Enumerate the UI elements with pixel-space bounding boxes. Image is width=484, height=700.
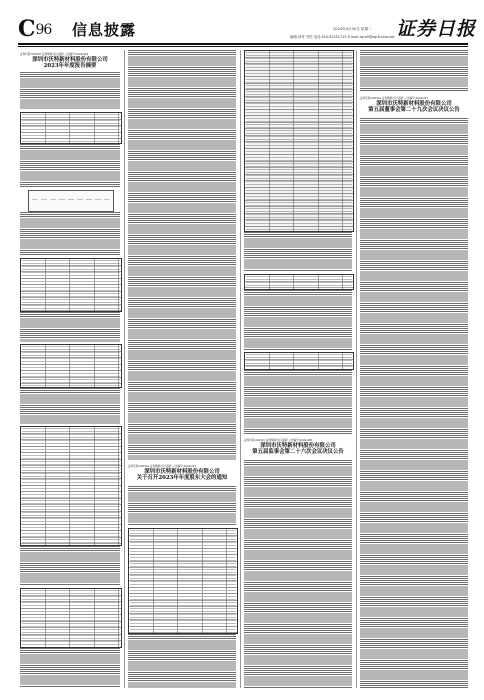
proxy-voting-table xyxy=(244,50,354,232)
article-proxy xyxy=(244,50,352,690)
article-headline xyxy=(360,96,468,113)
data-table xyxy=(20,344,122,388)
newspaper-logo: 证券日报 xyxy=(396,18,477,40)
header-rule xyxy=(18,43,468,45)
column-divider xyxy=(240,50,241,688)
article-title: 2023年年度报告摘要 xyxy=(43,63,97,69)
data-table xyxy=(20,426,122,546)
article-board-resolution xyxy=(360,50,468,690)
article-headline xyxy=(244,438,352,455)
announcement-code: 证券代码:002591 证券简称:恒大高新 公告编号:2024-035 xyxy=(128,465,197,468)
data-table xyxy=(20,588,122,648)
article-title: 第五届监事会第二十六次会议决议公告 xyxy=(252,449,344,455)
masthead xyxy=(0,0,484,44)
announcement-code: 证券代码:002591 证券简称:恒大高新 公告编号:2024-037 xyxy=(360,97,429,100)
company-name: 深圳市沃特新材料股份有限公司 xyxy=(32,57,108,63)
company-name: 深圳市沃特新材料股份有限公司 xyxy=(376,101,452,107)
body-text xyxy=(244,232,352,272)
figure-chart xyxy=(28,190,114,212)
company-name: 深圳市沃特新材料股份有限公司 xyxy=(144,469,220,475)
article-continued xyxy=(128,50,236,690)
page-number-value: 96 xyxy=(35,22,52,38)
body-text xyxy=(20,312,120,342)
data-table xyxy=(244,274,354,290)
article-title: 关于召开2023年年度股东大会的通知 xyxy=(136,475,228,481)
body-text xyxy=(244,290,352,350)
article-title: 第五届董事会第二十九次会议决议公告 xyxy=(368,107,460,113)
body-text xyxy=(360,50,468,92)
header-rule-thin xyxy=(18,46,468,47)
announcement-code: 证券代码:002591 证券简称:恒大高新 公告编号:2024-036 xyxy=(244,439,313,442)
body-text xyxy=(244,370,352,434)
body-text xyxy=(20,648,120,688)
body-text xyxy=(128,634,236,688)
body-text xyxy=(20,72,120,110)
body-text xyxy=(128,486,236,526)
column-divider xyxy=(124,50,125,688)
body-text xyxy=(360,118,468,688)
column-divider xyxy=(356,50,357,688)
editor-contact: 编辑:刘哲 韦恺 电话:010-83251715 E-mail:zqrb9@zqrb.sina.net xyxy=(290,35,395,39)
article-annual-report xyxy=(20,50,120,690)
body-text xyxy=(20,144,120,188)
announcement-code: 证券代码:002591 证券简称:恒大高新 公告编号:2024-034 xyxy=(20,53,89,56)
data-table xyxy=(20,112,122,144)
body-text xyxy=(244,460,352,688)
issue-date: 2024年4月30日 星期二 xyxy=(333,27,372,31)
article-headline xyxy=(20,52,120,69)
company-name: 深圳市沃特新材料股份有限公司 xyxy=(260,443,336,449)
data-table xyxy=(244,352,354,370)
data-table xyxy=(20,258,122,312)
body-text xyxy=(20,546,120,586)
page-letter: C xyxy=(18,16,35,42)
page-number xyxy=(18,18,51,41)
article-headline xyxy=(128,464,236,481)
section-title: 信息披露 xyxy=(72,21,137,39)
body-text xyxy=(128,50,236,460)
agenda-table xyxy=(128,528,238,634)
body-text xyxy=(20,212,120,256)
body-text xyxy=(20,388,120,424)
